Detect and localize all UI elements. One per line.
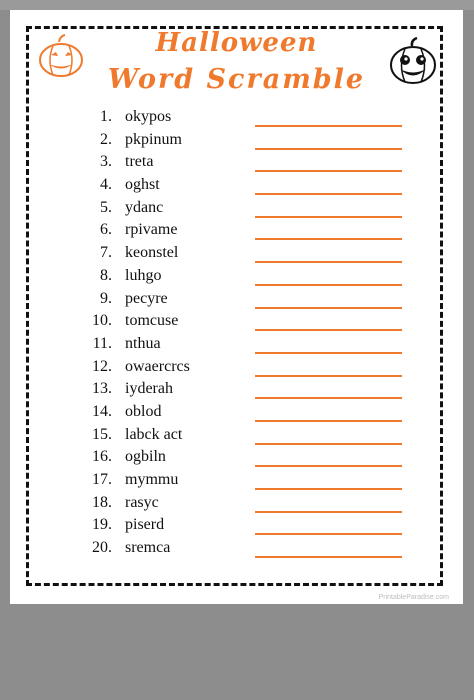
- answer-line[interactable]: [255, 261, 402, 263]
- scrambled-word: nthua: [125, 334, 161, 352]
- scrambled-word: rpivame: [125, 221, 178, 239]
- scrambled-word: tomcuse: [125, 312, 179, 330]
- scrambled-word: treta: [125, 153, 154, 171]
- list-item: [10, 131, 463, 154]
- answer-line[interactable]: [255, 443, 402, 445]
- item-number: 2.: [100, 130, 112, 148]
- list-item: [10, 244, 463, 267]
- scrambled-word: rasyc: [125, 493, 159, 511]
- item-number: 9.: [100, 289, 112, 307]
- item-number: 18.: [92, 493, 112, 511]
- scrambled-word: pkpinum: [125, 130, 182, 148]
- list-item: [10, 221, 463, 244]
- scrambled-word: luhgo: [125, 266, 162, 284]
- list-item: [10, 176, 463, 199]
- scrambled-word: keonstel: [125, 244, 179, 262]
- item-number: 3.: [100, 153, 112, 171]
- answer-line[interactable]: [255, 284, 402, 286]
- top-strip: [0, 0, 474, 10]
- answer-line[interactable]: [255, 329, 402, 331]
- list-item: [10, 290, 463, 313]
- item-number: 4.: [100, 176, 112, 194]
- answer-line[interactable]: [255, 125, 402, 127]
- item-number: 13.: [92, 380, 112, 398]
- scrambled-word: ogbiln: [125, 448, 166, 466]
- scrambled-word: ydanc: [125, 198, 164, 216]
- list-item: [10, 403, 463, 426]
- list-item: [10, 516, 463, 539]
- answer-line[interactable]: [255, 148, 402, 150]
- answer-line[interactable]: [255, 556, 402, 558]
- answer-line[interactable]: [255, 193, 402, 195]
- footer-credit: PrintableParadise.com: [378, 594, 449, 601]
- item-number: 12.: [92, 357, 112, 375]
- item-number: 7.: [100, 244, 112, 262]
- item-number: 5.: [100, 198, 112, 216]
- answer-line[interactable]: [255, 352, 402, 354]
- list-item: [10, 153, 463, 176]
- answer-line[interactable]: [255, 238, 402, 240]
- list-item: [10, 199, 463, 222]
- scramble-list: [10, 108, 463, 562]
- scrambled-word: oghst: [125, 176, 160, 194]
- list-item: [10, 448, 463, 471]
- answer-line[interactable]: [255, 488, 402, 490]
- answer-line[interactable]: [255, 397, 402, 399]
- scrambled-word: sremca: [125, 539, 171, 557]
- scrambled-word: oblod: [125, 402, 162, 420]
- list-item: [10, 539, 463, 562]
- title-halloween: Halloween: [155, 28, 318, 58]
- list-item: [10, 358, 463, 381]
- worksheet-page: [10, 10, 463, 604]
- item-number: 19.: [92, 516, 112, 534]
- answer-line[interactable]: [255, 216, 402, 218]
- scrambled-word: owaercrcs: [125, 357, 190, 375]
- item-number: 10.: [92, 312, 112, 330]
- list-item: [10, 267, 463, 290]
- answer-line[interactable]: [255, 307, 402, 309]
- answer-line[interactable]: [255, 465, 402, 467]
- list-item: [10, 471, 463, 494]
- list-item: [10, 312, 463, 335]
- list-item: [10, 380, 463, 403]
- item-number: 15.: [92, 425, 112, 443]
- answer-line[interactable]: [255, 170, 402, 172]
- item-number: 1.: [100, 108, 112, 125]
- scrambled-word: okypos: [125, 108, 172, 125]
- answer-line[interactable]: [255, 420, 402, 422]
- scrambled-word: piserd: [125, 516, 165, 534]
- item-number: 16.: [92, 448, 112, 466]
- item-number: 14.: [92, 402, 112, 420]
- scrambled-word: iyderah: [125, 380, 173, 398]
- list-item: [10, 426, 463, 449]
- scrambled-word: mymmu: [125, 471, 179, 488]
- item-number: 11.: [92, 334, 112, 352]
- item-number: 17.: [92, 471, 112, 488]
- item-number: 20.: [92, 539, 112, 557]
- list-item: [10, 108, 463, 131]
- title-word-scramble: Word Scramble: [107, 64, 366, 95]
- scrambled-word: pecyre: [125, 289, 168, 307]
- answer-line[interactable]: [255, 375, 402, 377]
- scrambled-word: labck act: [125, 425, 183, 443]
- item-number: 8.: [100, 266, 112, 284]
- list-item: [10, 335, 463, 358]
- answer-line[interactable]: [255, 533, 402, 535]
- answer-line[interactable]: [255, 511, 402, 513]
- list-item: [10, 494, 463, 517]
- item-number: 6.: [100, 221, 112, 239]
